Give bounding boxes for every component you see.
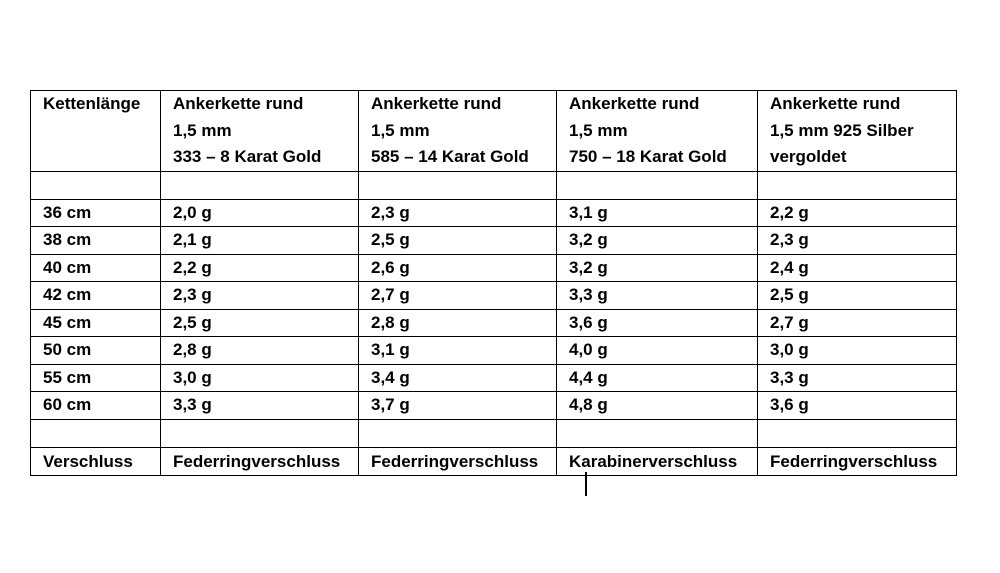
weight-cell[interactable]: 3,0 g: [758, 337, 957, 365]
closure-cell[interactable]: Federringverschluss: [161, 447, 359, 475]
empty-cell[interactable]: [557, 419, 758, 447]
header-line: 1,5 mm: [371, 120, 430, 140]
weight-cell[interactable]: 4,4 g: [557, 364, 758, 392]
empty-cell[interactable]: [31, 171, 161, 199]
header-cell-750-gold[interactable]: [557, 91, 758, 172]
table-row: [31, 309, 957, 337]
empty-cell[interactable]: [161, 419, 359, 447]
weight-cell[interactable]: 2,3 g: [758, 227, 957, 255]
closure-cell[interactable]: Federringverschluss: [758, 447, 957, 475]
empty-cell[interactable]: [161, 171, 359, 199]
length-cell[interactable]: 50 cm: [31, 337, 161, 365]
weight-cell[interactable]: 2,2 g: [161, 254, 359, 282]
header-line: 1,5 mm: [173, 120, 232, 140]
closure-cell[interactable]: Karabinerverschluss: [557, 447, 758, 475]
header-line: Ankerkette rund: [371, 94, 502, 113]
weight-cell[interactable]: 3,4 g: [359, 364, 557, 392]
table-row: [31, 199, 957, 227]
weight-cell[interactable]: 4,0 g: [557, 337, 758, 365]
header-line: 1,5 mm 925 Silber: [770, 120, 914, 140]
empty-row: [31, 419, 957, 447]
weight-cell[interactable]: 2,5 g: [161, 309, 359, 337]
table-row: [31, 227, 957, 255]
weight-cell[interactable]: 3,7 g: [359, 392, 557, 420]
length-cell[interactable]: 60 cm: [31, 392, 161, 420]
header-line: 333 – 8 Karat Gold: [173, 147, 322, 166]
weight-cell[interactable]: 2,7 g: [359, 282, 557, 310]
empty-cell[interactable]: [758, 419, 957, 447]
closure-row: [31, 447, 957, 475]
header-cell-925-silver[interactable]: [758, 91, 957, 172]
weight-cell[interactable]: 3,0 g: [161, 364, 359, 392]
weight-cell[interactable]: 2,7 g: [758, 309, 957, 337]
length-cell[interactable]: 40 cm: [31, 254, 161, 282]
weight-cell[interactable]: 3,3 g: [161, 392, 359, 420]
weight-cell[interactable]: 2,3 g: [359, 199, 557, 227]
weight-cell[interactable]: 4,8 g: [557, 392, 758, 420]
header-row: [31, 91, 957, 172]
header-cell-chain-length[interactable]: [31, 91, 161, 172]
weight-cell[interactable]: 2,5 g: [359, 227, 557, 255]
header-line: 750 – 18 Karat Gold: [569, 147, 727, 166]
header-line: Ankerkette rund: [770, 94, 901, 113]
empty-row: [31, 171, 957, 199]
weight-cell[interactable]: 2,0 g: [161, 199, 359, 227]
weight-cell[interactable]: 2,4 g: [758, 254, 957, 282]
empty-cell[interactable]: [359, 171, 557, 199]
header-line: Kettenlänge: [43, 94, 141, 113]
length-cell[interactable]: 55 cm: [31, 364, 161, 392]
weight-cell[interactable]: 3,2 g: [557, 254, 758, 282]
length-cell[interactable]: 42 cm: [31, 282, 161, 310]
header-line: 585 – 14 Karat Gold: [371, 147, 529, 166]
weight-cell[interactable]: 2,6 g: [359, 254, 557, 282]
closure-cell[interactable]: Federringverschluss: [359, 447, 557, 475]
chain-weight-table: [30, 90, 957, 476]
empty-cell[interactable]: [557, 171, 758, 199]
weight-cell[interactable]: 2,1 g: [161, 227, 359, 255]
weight-cell[interactable]: 2,8 g: [359, 309, 557, 337]
weight-cell[interactable]: 2,2 g: [758, 199, 957, 227]
closure-label-cell[interactable]: Verschluss: [31, 447, 161, 475]
length-cell[interactable]: 38 cm: [31, 227, 161, 255]
table-row: [31, 254, 957, 282]
empty-cell[interactable]: [31, 419, 161, 447]
header-cell-333-gold[interactable]: [161, 91, 359, 172]
weight-cell[interactable]: 3,2 g: [557, 227, 758, 255]
length-cell[interactable]: 36 cm: [31, 199, 161, 227]
header-line: vergoldet: [770, 147, 847, 166]
weight-cell[interactable]: 3,1 g: [557, 199, 758, 227]
header-cell-585-gold[interactable]: [359, 91, 557, 172]
table-row: [31, 392, 957, 420]
weight-cell[interactable]: 3,1 g: [359, 337, 557, 365]
header-line: Ankerkette rund: [173, 94, 304, 113]
empty-cell[interactable]: [758, 171, 957, 199]
weight-cell[interactable]: 3,3 g: [758, 364, 957, 392]
header-line: Ankerkette rund: [569, 94, 700, 113]
weight-cell[interactable]: 3,6 g: [557, 309, 758, 337]
table-row: [31, 337, 957, 365]
empty-cell[interactable]: [359, 419, 557, 447]
weight-cell[interactable]: 3,6 g: [758, 392, 957, 420]
table-row: [31, 282, 957, 310]
weight-cell[interactable]: 3,3 g: [557, 282, 758, 310]
length-cell[interactable]: 45 cm: [31, 309, 161, 337]
table-row: [31, 364, 957, 392]
header-line: 1,5 mm: [569, 120, 628, 140]
text-cursor: [585, 472, 587, 496]
weight-cell[interactable]: 2,3 g: [161, 282, 359, 310]
weight-cell[interactable]: 2,8 g: [161, 337, 359, 365]
weight-cell[interactable]: 2,5 g: [758, 282, 957, 310]
